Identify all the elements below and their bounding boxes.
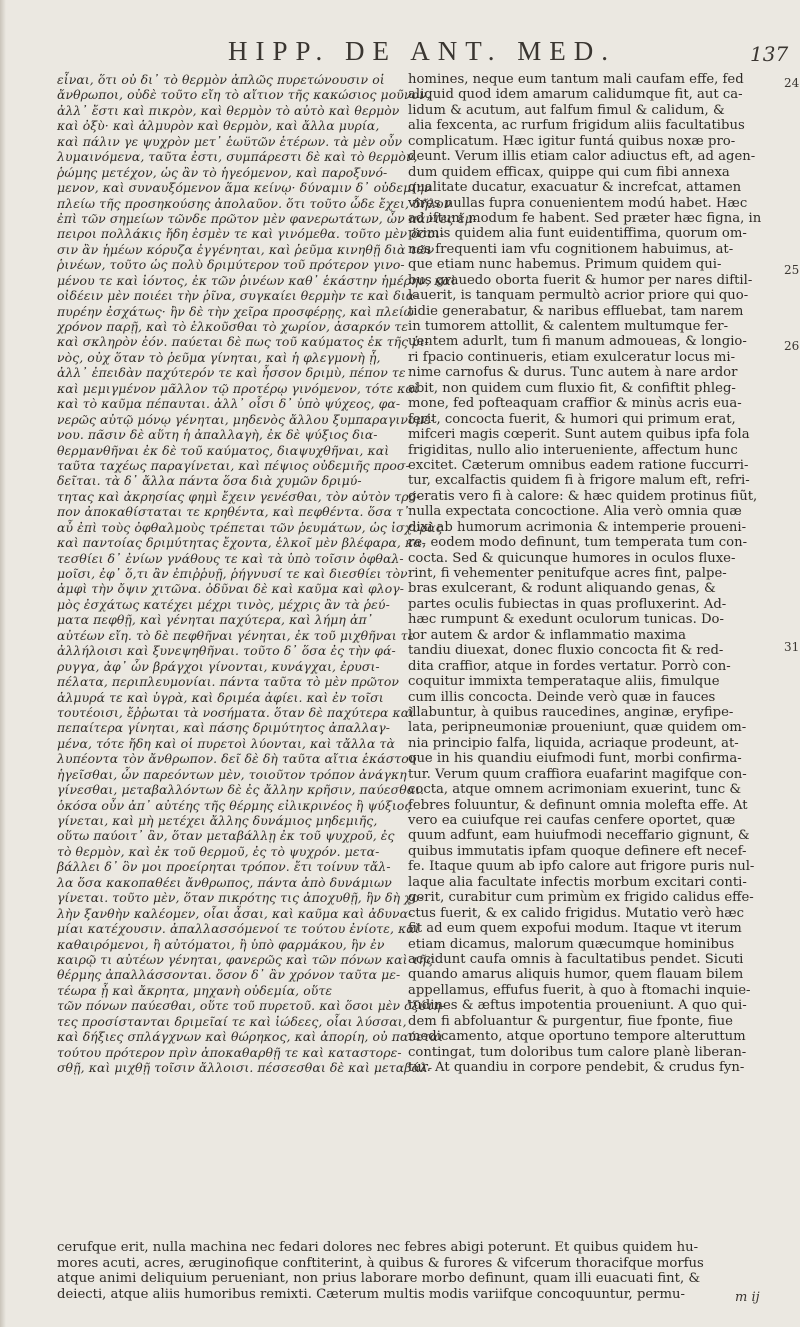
latin-text-line: febres foluuntur, & definunt omnia molefta effe. At [408, 797, 748, 813]
greek-text-line: καὶ δήξιες σπλάγχνων καὶ θώρηκος, καὶ ἀπορίη, οὐ παύεται [57, 1029, 444, 1045]
latin-text-line: fit ad eum quem expofui modum. Itaque vt iterum [408, 921, 742, 937]
latin-text-line: complicatum. Hæc igitur funtá quibus noxæ pro- [408, 133, 736, 149]
greek-text-line: σιν ἂν ἡμέων κόρυζα ἐγγένηται, καὶ ῥεῦμα κινηθῇ διὰ τῶν [57, 241, 435, 257]
latin-text-line: mores acuti, acres, æruginofique conftiterint, à quibus & furores & vifcerum thoracifque morfus [57, 1255, 704, 1271]
greek-text-line: ὁκόσα οὖν ἀπ᾽ αὐτέης τῆς θέρμης εἰλικρινέος ἢ ψύξιος [57, 797, 412, 813]
latin-text-line: nulla expectata concoctione. Alia verò omnia quæ [408, 504, 742, 520]
greek-text-line: καθαιρόμενοι, ἢ αὐτόματοι, ἢ ὑπὸ φαρμάκου, ἣν ἐν [57, 936, 385, 952]
latin-text-line: que etiam nunc habemus. Primum quidem qui- [408, 257, 722, 273]
latin-text-line: homines, neque eum tantum mali caufam effe, fed [408, 72, 744, 87]
greek-text-line: πον ἀποκαθίσταται τε κρηθέντα, καὶ πεφθέντα. ὅσα τ᾽ [57, 504, 410, 520]
latin-text-line: cocta. Sed & quicunque humores in oculos fluxe- [408, 550, 736, 566]
latin-text-line: dixi ab humorum acrimonia & intemperie proueni- [408, 519, 747, 535]
latin-text-line: aliquid quod idem amarum calidumque fit, aut ca- [408, 87, 743, 103]
latin-text-line: excitet. Cæterum omnibus eadem ratione fuccurri- [408, 457, 749, 473]
greek-text-line: θέρμης ἀπαλλάσσονται. ὅσον δ᾽ ἂν χρόνον ταῦτα με- [57, 967, 401, 983]
latin-text-line: quando amarus aliquis humor, quem flauam bilem [408, 967, 744, 983]
greek-text-line: ἁλμυρά τε καὶ ὑγρὰ, καὶ δριμέα ἀφίει. καὶ ἐν τοῖσι [57, 689, 384, 705]
greek-text-line: πλείω τῆς προσηκούσης ἀπολαῦον. ὅτι τοῦτο ὧδε ἔχει, δῆλον [57, 195, 452, 211]
greek-text-line: τεσθίει δ᾽ ἐνίων γνάθους τε καὶ τὰ ὑπὸ τοῖσιν ὀφθαλ- [57, 550, 404, 566]
latin-text-line: laque alia facultate infectis morbum excitari conti- [408, 874, 747, 890]
greek-text-line: πυρέην ἐσχάτως· ἢν δὲ τὴν χεῖρα προσφέρῃς, καὶ πλείω [57, 303, 414, 319]
greek-text-line: ἀλλ᾽ ἐπειδὰν παχύτερόν τε καὶ ἧσσον δριμὺ, πέπον τε [57, 365, 406, 381]
latin-text-line: bus grauedo oborta fuerit & humor per nares diftil- [408, 272, 753, 288]
latin-text-line: tudines & æftus impotentia proueniunt. A quo qui- [408, 998, 747, 1014]
greek-text-line: τητας καὶ ἀκρησίας φημὶ ἔχειν γενέσθαι, τὸν αὐτὸν τρό- [57, 488, 421, 504]
greek-text-line: τες προσίστανται δριμεῖαί τε καὶ ἰώδεες, οἷαι λύσσαι, [57, 1013, 407, 1029]
greek-text-line: καὶ παντοίας δριμύτητας ἔχοντα, ἑλκοῖ μὲν βλέφαρα, κα- [57, 535, 426, 551]
greek-text-line: λυπέοντα τὸν ἄνθρωπον. δεῖ δὲ δὴ ταῦτα αἴτια ἑκάστου [57, 751, 417, 767]
latin-text-line: gerit, curabitur cum primùm ex frigido calidus effe- [408, 890, 754, 906]
greek-text-line: σθῇ, καὶ μιχθῇ τοῖσιν ἄλλοισι. πέσσεσθαι δὲ καὶ μεταβάλ- [57, 1060, 433, 1075]
greek-text-line: αὐτέων εἴη. τὸ δὲ πεφθῆναι γένηται, ἐκ τοῦ μιχθῆναι τε [57, 627, 415, 643]
greek-text-line: ἀμφὶ τὴν ὄψιν χιτῶνα. ὀδῦναι δὲ καὶ καῦμα καὶ φλογ- [57, 581, 405, 597]
greek-text-line: ἀλλήλοισι καὶ ξυνεψηθῆναι. τοῦτο δ᾽ ὅσα ἐς τὴν φά- [57, 643, 396, 659]
latin-text-line: etiam dicamus, malorum quæcumque hominibus [408, 936, 735, 952]
greek-text-line: δεῖται. τὰ δ᾽ ἄλλα πάντα ὅσα διὰ χυμῶν δριμύ- [57, 473, 362, 489]
margin-note-marker: 31 [784, 640, 800, 654]
greek-text-line: νερῶς αὐτῷ μόνῳ γένηται, μηδενὸς ἄλλου ξυμπαραγινομέ- [57, 411, 435, 427]
greek-text-line: μένου τε καὶ ἰόντος, ἐκ τῶν ῥινέων καθ᾽ ἑκάστην ἡμέρην, καὶ [57, 272, 456, 288]
latin-text-line: mone, fed pofteaquam craffior & minùs acris eua- [408, 396, 742, 412]
full-width-text-block [57, 1240, 779, 1302]
greek-text-line: πεπαίτερα γίνηται, καὶ πάσης δριμύτητος ἀπαλλαγ- [57, 720, 390, 736]
greek-text-line: χρόνον παρῇ, καὶ τὸ ἑλκοῦσθαι τὸ χωρίον, ἀσαρκόν τε [57, 319, 409, 334]
latin-text-line: fe. Itaque quum ab ipfo calore aut frigore puris nul- [408, 859, 755, 875]
latin-text-column [408, 72, 778, 1240]
latin-text-line: cum illis concocta. Deinde verò quæ in fauces [408, 689, 716, 705]
greek-text-line: ῥώμης μετέχον, ὡς ἂν τὸ ἡγεόμενον, καὶ παροξυνό- [57, 164, 388, 180]
greek-text-line: τῶν πόνων παύεσθαι, οὕτε τοῦ πυρετοῦ. καὶ ὅσοι μὲν ὀξύτη- [57, 998, 446, 1014]
latin-text-line: partes oculis fubiectas in quas profluxerint. Ad- [408, 596, 727, 612]
margin-note-marker: 26 [784, 339, 800, 353]
greek-text-line: αὖ ἐπὶ τοὺς ὀφθαλμοὺς τρέπεται τῶν ῥευμάτων, ὡς ἰσχυρὰς [57, 519, 443, 535]
latin-text-line: ferit, concocta fuerit, & humori qui primum erat, [408, 411, 736, 427]
greek-text-line: ῥινέων, τοῦτο ὡς πολὺ δριμύτερον τοῦ πρότερον γινο- [57, 257, 405, 273]
latin-text-line: illabuntur, à quibus raucedines, anginæ, eryfipe- [408, 704, 734, 720]
greek-text-line: ἀλλ᾽ ἔστι καὶ πικρὸν, καὶ θερμὸν τὸ αὐτὸ καὶ θερμὸν [57, 102, 400, 118]
page-number: 137 [750, 42, 789, 66]
latin-text-line: quibus immutatis ipfam quoque definere eft necef- [408, 843, 747, 859]
greek-text-line: ρυγγα, ἀφ᾽ ὧν βράγχοι γίνονται, κυνάγχαι, ἐρυσι- [57, 658, 380, 674]
latin-text-line: hæc rumpunt & exedunt oculorum tunicas. Do- [408, 612, 724, 628]
greek-text-line: εἶναι, ὅτι οὐ δι᾽ τὸ θερμὸν ἀπλῶς πυρετώνουσιν οἱ [57, 72, 385, 87]
page-header [0, 30, 800, 70]
greek-text-line: μίαι κατέχουσιν. ἀπαλλασσόμενοί τε τούτου ἐνίοτε, καὶ [57, 921, 420, 937]
latin-text-line: in tumorem attollit, & calentem multumque fer- [408, 319, 729, 334]
latin-text-line: frigiditas, nullo alio interueniente, affectum hunc [408, 442, 738, 458]
latin-text-line: abit, non quidem cum fluxio fit, & confiftit phleg- [408, 380, 736, 396]
greek-text-line: λὴν ξανθὴν καλέομεν, οἷαι ἆσαι, καὶ καῦμα καὶ ἀδυνα- [57, 905, 413, 921]
greek-text-line: οἰδέειν μὲν ποιέει τὴν ῥῖνα, συγκαίει θερμὴν τε καὶ δια- [57, 288, 419, 304]
greek-text-line: λα ὅσα κακοπαθέει ἄνθρωπος, πάντα ἀπὸ δυνάμιων [57, 874, 392, 890]
greek-text-line: γίνεται. τοῦτο μὲν, ὅταν πικρότης τις ἀποχυθῇ, ἣν δὴ χο- [57, 890, 424, 906]
latin-text-line: geratis vero fi à calore: & hæc quidem protinus fiũt, [408, 488, 758, 504]
latin-text-line: lauerit, is tanquam permultò acrior priore qui quo- [408, 288, 749, 304]
greek-text-line: οὕτω παύοιτ᾽ ἂν, ὅταν μεταβάλλῃ ἐκ τοῦ ψυχροῦ, ἐς [57, 828, 395, 844]
page-gutter-shadow [0, 0, 6, 1327]
latin-text-line: ad iftum modum fe habent. Sed præter hæc figna, in [408, 210, 762, 226]
latin-text-line: quum adfunt, eam huiufmodi neceffario gignunt, & [408, 828, 750, 844]
latin-text-line: ctus fuerit, & ex calido frigidus. Mutatio verò hæc [408, 905, 745, 921]
greek-text-line: τέωρα ᾖ καὶ ἄκρητα, μηχανὴ οὐδεμία, οὕτε [57, 982, 333, 998]
greek-text-line: πειροι πολλάκις ἤδη ἐσμὲν τε καὶ γινόμεθα. τοῦτο μὲν ὅσοι- [57, 226, 445, 242]
latin-text-line: primis quidem alia funt euidentiffima, quorum om- [408, 226, 747, 242]
latin-text-line: tidie generabatur, & naribus effluebat, tam narem [408, 303, 744, 319]
latin-text-line: tur, excalfactis quidem fi à frigore malum eft, refri- [408, 473, 750, 489]
latin-text-line: tur. Verum quum craffiora euafarint magifque con- [408, 766, 747, 782]
margin-note-marker: 24 [784, 76, 800, 90]
greek-text-line: καιρῷ τι αὐτέων γένηται, φανερῶς καὶ τῶν πόνων καὶ τῆς [57, 951, 434, 967]
latin-text-line: uentem adurlt, tum fi manum admoueas, & longio- [408, 334, 747, 350]
greek-text-line: λυμαινόμενα, ταῦτα ἐστι, συμπάρεστι δὲ καὶ τὸ θερμὸν, [57, 149, 418, 165]
greek-text-line: θερμανθῆναι ἐκ δὲ τοῦ καύματος, διαψυχθῆναι, καὶ [57, 442, 390, 458]
latin-text-line: alia fexcenta, ac rurfum frigidum aliis facultatibus [408, 118, 745, 134]
greek-text-line: καὶ πάλιν γε ψυχρὸν μετ᾽ ἑωϋτῶν ἑτέρων. τὰ μὲν οὖν [57, 133, 403, 149]
latin-text-line: cerufque erit, nulla machina nec fedari dolores nec febres abigi poterunt. Et quibus quidem hu- [57, 1240, 699, 1255]
greek-text-line: γίνεσθαι, μεταβαλλόντων δὲ ἐς ἄλλην κρῆσιν, παύεσθαι. [57, 782, 425, 798]
latin-text-line: lor autem & ardor & inflammatio maxima [408, 627, 686, 643]
greek-text-line: νὸς, οὐχ ὅταν τὸ ῥεῦμα γίνηται, καὶ ἡ φλεγμονὴ ᾖ, [57, 349, 381, 365]
running-title: HIPP. DE ANT. MED. [228, 36, 617, 66]
greek-text-line: τουτέοισι, ἔῤῥωται τὰ νοσήματα. ὅταν δὲ παχύτερα καὶ [57, 704, 415, 720]
latin-text-line: contingat, tum doloribus tum calore planè liberan- [408, 1044, 747, 1060]
greek-text-line: καὶ σκληρὸν ἐόν. παύεται δὲ πως τοῦ καύματος ἐκ τῆς ῥι- [57, 334, 429, 350]
latin-text-line: que in his quandiu eiufmodi funt, morbi confirma- [408, 751, 742, 767]
greek-text-line: μένα, τότε ἤδη καὶ οἱ πυρετοὶ λύονται, καὶ τἄλλα τὰ [57, 735, 395, 751]
latin-text-line: mifceri magis cœperit. Sunt autem quibus ipfa fola [408, 427, 750, 443]
latin-text-line: tur. At quandiu in corpore pendebit, & crudus fyn- [408, 1060, 745, 1075]
greek-text-line: καὶ μεμιγμένον μᾶλλον τῷ προτέρῳ γινόμενον, τότε καὶ [57, 380, 419, 396]
greek-text-line: τὸ θερμὸν, καὶ ἐκ τοῦ θερμοῦ, ἐς τὸ ψυχρόν. μετα- [57, 843, 380, 859]
greek-text-line: ταῦτα ταχέως παραγίνεται, καὶ πέψιος οὐδεμιῆς προσ- [57, 457, 410, 473]
latin-text-line: vires nullas fupra conuenientem modú habet. Hæc [408, 195, 748, 211]
greek-text-line: βάλλει δ᾽ ὃν μοι προείρηται τρόπον. ἔτι τοίνυν τἄλ- [57, 859, 391, 875]
latin-text-line: rint, fi vehementer penitufque acres fint, palpe- [408, 566, 727, 581]
latin-text-line: qualitate ducatur, exacuatur & increfcat, attamen [408, 180, 742, 196]
latin-text-line: nime carnofus & durus. Tunc autem à nare ardor [408, 365, 738, 381]
greek-text-line: ἐπὶ τῶν σημείων τῶνδε πρῶτον μὲν φανερωτάτων, ὧν πάντες ἔμ- [57, 210, 478, 226]
latin-text-line: medicamento, atque oportuno tempore alteruttum [408, 1029, 746, 1045]
greek-text-line: τούτου πρότερον πρὶν ἀποκαθαρθῇ τε καὶ καταστορε- [57, 1044, 402, 1060]
latin-text-line: coquitur immixta temperataque aliis, fimulque [408, 674, 720, 690]
latin-text-line: appellamus, effufus fuerit, à quo à ftomachi inquie- [408, 982, 751, 998]
catchword: m ij [735, 1290, 760, 1305]
latin-text-line: cocta, atque omnem acrimoniam exuerint, tunc & [408, 782, 742, 798]
greek-text-column [57, 72, 478, 1240]
greek-text-line: ἄνθρωποι, οὐδὲ τοῦτο εἴη τὸ αἴτιον τῆς κακώσιος μοῦνον, [57, 87, 431, 103]
greek-text-line: καὶ ὀξὺ· καὶ ἁλμυρὸν καὶ θερμὸν, καὶ ἄλλα μυρία, [57, 118, 380, 134]
latin-text-line: accidunt caufa omnis à facultatibus pendet. Sicuti [408, 951, 744, 967]
greek-text-line: μενον, καὶ συναυξόμενον ἅμα κείνῳ· δύναμιν δ᾽ οὐδεμίην [57, 180, 432, 196]
greek-text-line: γίνεται, καὶ μὴ μετέχει ἄλλης δυνάμιος μηδεμιῆς, [57, 813, 378, 828]
margin-note-marker: 25 [784, 263, 800, 277]
greek-text-line: μοῖσι, ἐφ᾽ ὅ,τι ἂν ἐπιῤῥυῇ, ῥήγνυσί τε καὶ διεσθίει τὸν [57, 566, 408, 581]
latin-text-line: vero ea cuiufque rei caufas cenfere oportet, quæ [408, 813, 736, 828]
greek-text-line: ἡγεῖσθαι, ὧν παρεόντων μὲν, τοιοῦτον τρόπον ἀνάγκη [57, 766, 407, 782]
latin-text-line: deunt. Verum illis etiam calor adiuctus eft, ad agen- [408, 149, 756, 165]
latin-text-line: dem fi abfoluantur & purgentur, fiue fponte, fiue [408, 1013, 733, 1029]
latin-text-line: nes frequenti iam vfu cognitionem habuimus, at- [408, 241, 734, 257]
latin-text-line: nia principio falfa, liquida, acriaque prodeunt, at- [408, 735, 739, 751]
latin-text-line: deiecti, atque aliis humoribus remixti. Cæterum multis modis variifque concoquuntur, permu- [57, 1286, 685, 1302]
greek-text-line: ματα πεφθῇ, καὶ γένηται παχύτερα, καὶ λήμη ἀπ᾽ [57, 612, 373, 628]
latin-text-line: tandiu diuexat, donec fluxio concocta fit & red- [408, 643, 724, 659]
latin-text-line: dita craffior, atque in fordes vertatur. Porrò con- [408, 658, 731, 674]
latin-text-line: dum quidem efficax, quippe qui cum fibi annexa [408, 164, 730, 180]
latin-text-line: re, eodem modo definunt, tum temperata tum con- [408, 535, 748, 551]
greek-text-line: καὶ τὸ καῦμα πέπαυται. ἀλλ᾽ οἷσι δ᾽ ὑπὸ ψύχεος, φα- [57, 396, 401, 412]
latin-text-line: atque animi deliquium perueniant, non prius laborare morbo definunt, quam illi euacuati fint, & [57, 1271, 701, 1287]
latin-text-line: bras exulcerant, & rodunt aliquando genas, & [408, 581, 716, 597]
greek-text-line: νου. πᾶσιν δὲ αὕτη ἡ ἀπαλλαγὴ, ἐκ δὲ ψύξιος δια- [57, 427, 378, 443]
latin-text-line: ri fpacio continueris, etiam exulceratur locus mi- [408, 349, 736, 365]
greek-text-line: πέλατα, περιπλευμονίαι. πάντα ταῦτα τὸ μὲν πρῶτον [57, 674, 400, 690]
latin-text-line: lidum & acutum, aut falfum fimul & calidum, & [408, 102, 725, 118]
greek-text-line: μὸς ἐσχάτως κατέχει μέχρι τινὸς, μέχρις ἂν τὰ ῥεύ- [57, 596, 390, 612]
latin-text-line: lata, peripneumoniæ proueniunt, quæ quidem om- [408, 720, 747, 736]
